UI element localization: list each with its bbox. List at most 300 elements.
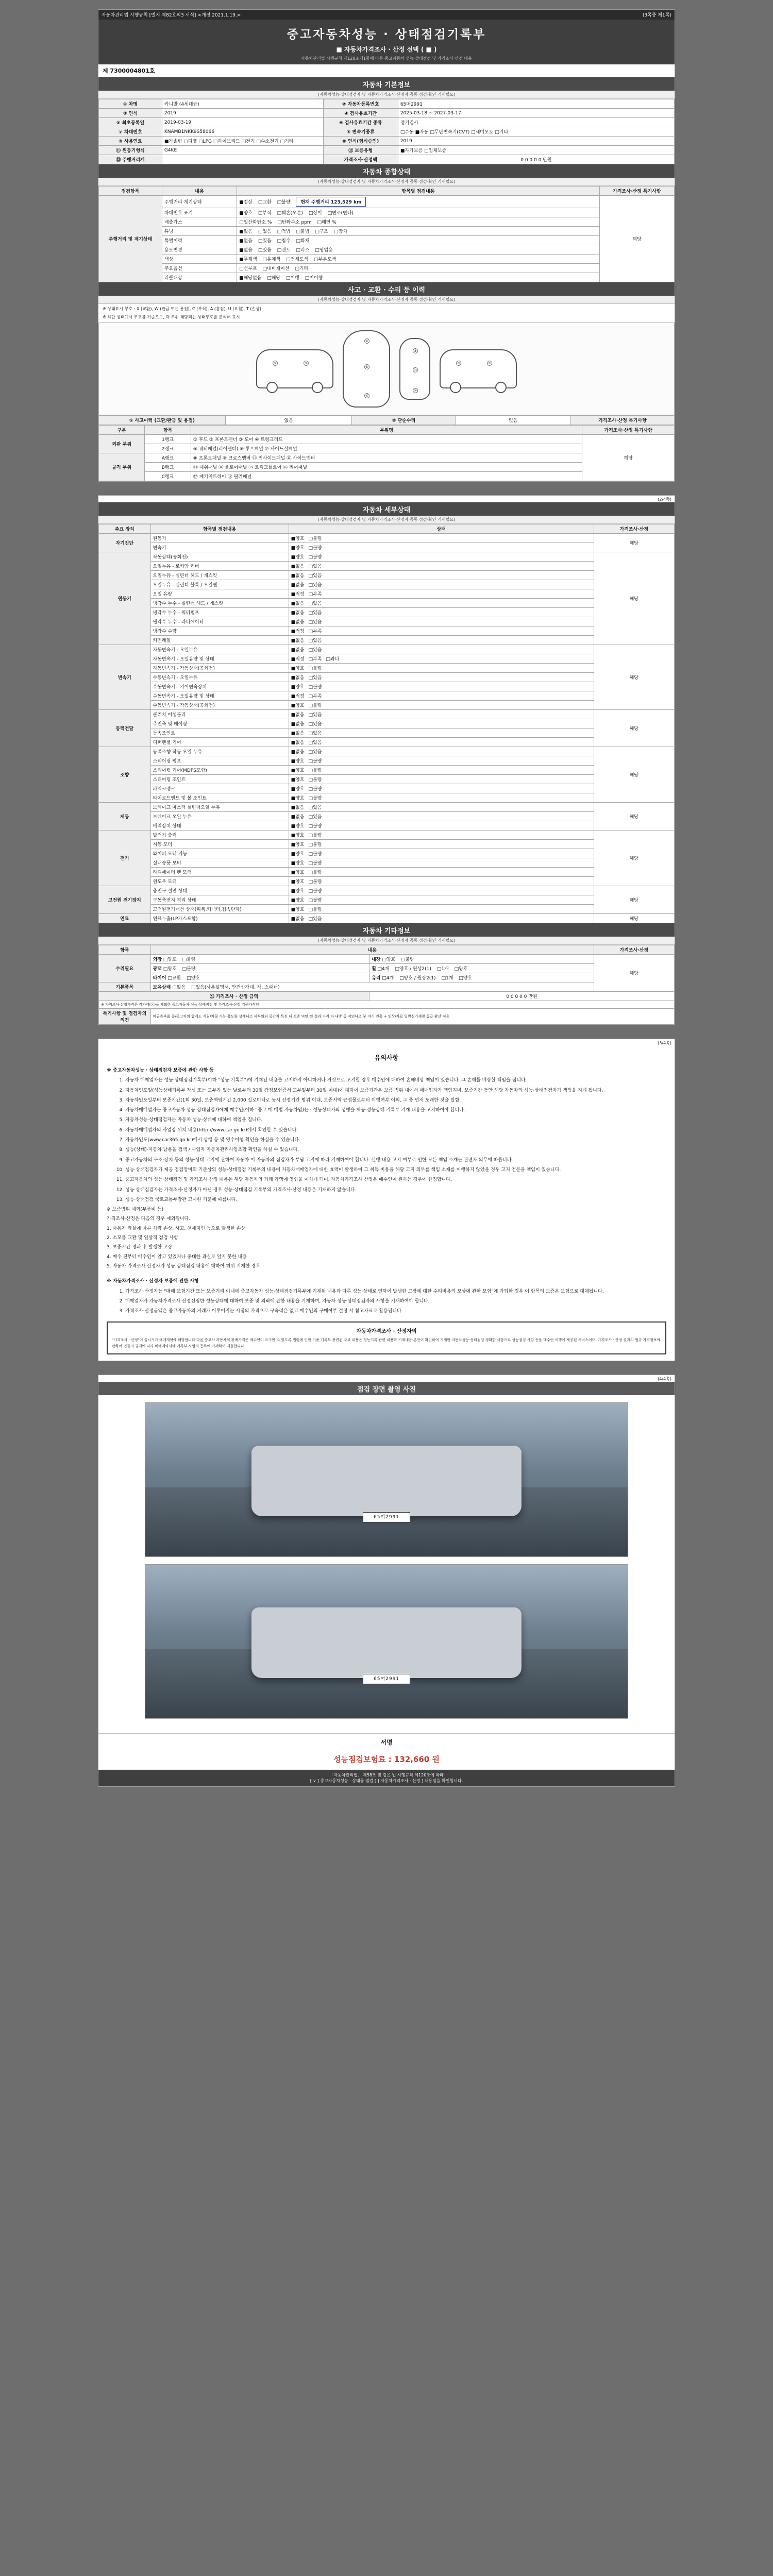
checkbox-option[interactable]: □있음(사용설명서, 안전삼각대, 잭, 스패너): [191, 985, 280, 990]
checkbox-option[interactable]: ■양호: [291, 536, 305, 541]
detail-state[interactable]: [289, 877, 594, 886]
table-row: [99, 992, 675, 1001]
checkbox-option[interactable]: □불량: [182, 957, 196, 962]
condition-value[interactable]: [237, 255, 600, 264]
checkbox-option[interactable]: □있음: [258, 239, 272, 244]
checkbox-option[interactable]: ■양호: [291, 685, 305, 690]
checkbox-option[interactable]: □부족: [308, 657, 322, 662]
condition-item: 차대번호 표기: [162, 208, 237, 217]
col-header: 상태: [289, 524, 594, 534]
table-row: [99, 664, 675, 673]
detail-state[interactable]: [289, 868, 594, 877]
panel-marker: ⑭: [413, 368, 417, 372]
checkbox-option[interactable]: □있음: [308, 675, 322, 681]
checkbox-option[interactable]: □있음: [308, 815, 322, 820]
checkbox-option[interactable]: ■양호: [291, 907, 305, 912]
footer-line-2: [ ∨ ] 중고자동차성능 · 상태를 점검 [ ] 자동차가격조사 · 산정 ] 내용임을 확인합니다.: [310, 1778, 463, 1783]
checkbox-option[interactable]: ■양호: [291, 777, 305, 783]
checkbox-option[interactable]: ■없음: [291, 611, 305, 616]
checkbox-option[interactable]: ■양호: [291, 796, 305, 801]
detail-item: 동력조향 작동 오일 누유: [150, 747, 289, 756]
detail-state[interactable]: [289, 803, 594, 812]
detail-state[interactable]: [289, 589, 594, 599]
detail-item: 변속기: [150, 543, 289, 552]
detail-state[interactable]: [289, 580, 594, 589]
checkbox-option[interactable]: □1개: [441, 976, 453, 981]
condition-table: [98, 186, 675, 282]
checkbox-option[interactable]: □과다: [326, 657, 340, 662]
checkbox-option[interactable]: □있음: [308, 611, 322, 616]
checkbox-option[interactable]: □불량: [308, 546, 322, 551]
other-item[interactable]: [369, 955, 594, 964]
detail-state[interactable]: [289, 617, 594, 626]
checkbox-option[interactable]: □불량: [308, 898, 322, 903]
checkbox-option[interactable]: □있음: [308, 917, 322, 922]
detail-state[interactable]: [289, 793, 594, 803]
section-basic-info-title: 자동차 기본정보: [98, 77, 675, 91]
table-row: [99, 784, 675, 793]
checkbox-option[interactable]: ■양호: [291, 852, 305, 857]
checkbox-option[interactable]: □교환: [167, 976, 181, 981]
detail-state[interactable]: [289, 608, 594, 617]
col-header: 내용: [150, 945, 594, 955]
checkbox-option[interactable]: ■적정: [291, 657, 305, 662]
section-accident-sub: (자동차성능·상태점검자 및 자동차가격조사·산정자 공통 점검·확인 기재필요): [98, 296, 675, 304]
detail-table-body: [99, 534, 675, 923]
table-row: [99, 99, 675, 109]
checkbox-option[interactable]: ■정상: [239, 200, 253, 205]
checkbox-option[interactable]: □불량: [308, 777, 322, 783]
checkbox-option[interactable]: ■없음: [291, 805, 305, 810]
checkbox-option[interactable]: ■양호: [291, 833, 305, 838]
document-subtitle: ■ 자동차가격조사 · 산정 선택 ( ■ ): [336, 46, 437, 53]
basic-label: ⑧ 변속기종류: [323, 127, 398, 137]
detail-state[interactable]: [289, 691, 594, 701]
checkbox-option[interactable]: □있음: [308, 750, 322, 755]
checkbox-option[interactable]: ■없음: [291, 648, 305, 653]
table-row: [99, 710, 675, 719]
table-row: [99, 155, 675, 164]
checkbox-option[interactable]: □교환: [258, 200, 272, 205]
checkbox-option[interactable]: ■양호: [291, 666, 305, 671]
checkbox-option[interactable]: ■양호: [291, 546, 305, 551]
checkbox-option[interactable]: ■양호: [291, 898, 305, 903]
table-row: [99, 738, 675, 747]
table-row: [99, 217, 675, 227]
other-item[interactable]: [369, 973, 594, 982]
basic-value: 2025-03-18 ~ 2027-03-17: [398, 109, 674, 118]
checkbox-option[interactable]: □양호: [454, 967, 468, 972]
checkbox-option[interactable]: ■양호: [291, 870, 305, 875]
detail-state[interactable]: [289, 552, 594, 562]
checkbox-option[interactable]: □불량: [182, 967, 196, 972]
basic-label: ⑦ 차대번호: [99, 127, 162, 137]
checkbox-option[interactable]: ■없음: [291, 601, 305, 606]
checkbox-option[interactable]: □불량: [308, 833, 322, 838]
detail-state[interactable]: [289, 645, 594, 654]
detail-state[interactable]: [289, 849, 594, 858]
condition-item: 색상: [162, 255, 237, 264]
checkbox-option[interactable]: □불량: [308, 889, 322, 894]
checkbox-option[interactable]: □불량: [308, 536, 322, 541]
parts-rank-table: [98, 425, 675, 481]
checkbox-option[interactable]: □있음: [308, 722, 322, 727]
other-item[interactable]: [150, 964, 369, 973]
checkbox-option[interactable]: □장치: [333, 229, 347, 234]
checkbox-option[interactable]: □불량: [308, 852, 322, 857]
table-row: [99, 858, 675, 868]
checkbox-option[interactable]: □양호: [163, 957, 177, 962]
detail-state[interactable]: [289, 719, 594, 728]
checkbox-option[interactable]: □있음: [308, 713, 322, 718]
checkbox-option[interactable]: □변조(변타): [327, 211, 354, 216]
detail-state[interactable]: [289, 766, 594, 775]
detail-item: 오일누유 - 로커암 커버: [150, 562, 289, 571]
accident-legend-2: ※ 하단 상태표시 부호를 기준으로, 각 부위 해당되는 상태부호를 분석해 표시: [103, 315, 240, 319]
checkbox-option[interactable]: □내비게이션: [262, 266, 290, 272]
checkbox-option[interactable]: □불량: [277, 200, 291, 205]
checkbox-option[interactable]: □불량: [308, 907, 322, 912]
detail-state[interactable]: [289, 840, 594, 849]
checkbox-option[interactable]: ■양호: [291, 759, 305, 764]
checkbox-option[interactable]: □양호 / 원상2(1): [399, 976, 436, 981]
detail-state[interactable]: [289, 812, 594, 821]
car-underbody-view: [399, 338, 430, 400]
detail-note: 해당: [594, 747, 674, 803]
checkbox-option[interactable]: □있음: [258, 248, 272, 253]
checkbox-option[interactable]: □있음: [308, 648, 322, 653]
panel-marker: ③: [456, 361, 461, 366]
detail-state[interactable]: [289, 562, 594, 571]
checkbox-option[interactable]: □부분도색: [314, 257, 337, 262]
detail-state[interactable]: [289, 626, 594, 636]
checkbox-option[interactable]: □불량: [308, 824, 322, 829]
checkbox-option[interactable]: □상이: [308, 211, 322, 216]
detail-state[interactable]: [289, 682, 594, 691]
checkbox-option[interactable]: ■없음: [291, 573, 305, 579]
detail-state[interactable]: [289, 673, 594, 682]
checkbox-option[interactable]: ■없음: [291, 750, 305, 755]
detail-state[interactable]: [289, 543, 594, 552]
checkbox-option[interactable]: □영업용: [315, 248, 333, 253]
checkbox-option[interactable]: □불량: [308, 666, 322, 671]
detail-state[interactable]: [289, 710, 594, 719]
checkbox-option[interactable]: □있음: [308, 740, 322, 745]
condition-value[interactable]: [237, 208, 600, 217]
panel-marker: ⑯: [413, 389, 417, 393]
checkbox-option[interactable]: □있음: [308, 638, 322, 643]
checkbox-option[interactable]: ■없음: [291, 675, 305, 681]
accident-legend-1: ※ 상태표시 부호 : X (교환), W (판금 또는 용접), C (부식), A (흠집), U (요철), T (손상): [103, 307, 262, 311]
checkbox-option[interactable]: □불량: [401, 957, 414, 962]
checkbox-option[interactable]: ■없음: [291, 731, 305, 736]
checkbox-option[interactable]: □불량: [308, 861, 322, 866]
checkbox-option[interactable]: □양호: [163, 967, 177, 972]
detail-state[interactable]: [289, 654, 594, 664]
table-row: [99, 264, 675, 273]
page-indicator-4: (4/4쪽): [658, 1376, 671, 1381]
checkbox-option[interactable]: ■무채색: [239, 257, 257, 262]
checkbox-option[interactable]: ■없음: [291, 583, 305, 588]
checkbox-option[interactable]: □없음: [172, 985, 186, 990]
detail-group-label: 고전원 전기장치: [99, 886, 151, 914]
guide-extra-7: 5. 자동차 가격조사·산정자가 성능·상태점검 내용에 대하여 허위 기재한 경우: [107, 1263, 261, 1269]
basic-value: □수동 ■자동 □무단변속기(CVT) □세미오토 □기타: [398, 127, 674, 137]
part-names: ⑬ 대쉬패널 ⑭ 플로어패널 ⑮ 트렁크플로어 ⑯ 리어패널: [191, 463, 582, 472]
other-item[interactable]: [150, 955, 369, 964]
panel-marker: ④: [364, 393, 369, 398]
checkbox-option[interactable]: ■양호: [291, 555, 305, 560]
checkbox-option[interactable]: □불량: [308, 759, 322, 764]
guide-extra-5: 3. 보증기간 경과 후 발생한 고장: [107, 1245, 173, 1250]
detail-state[interactable]: [289, 664, 594, 673]
checkbox-option[interactable]: □화재: [296, 239, 310, 244]
detail-item: 오일누유 - 실린더 헤드 / 개스킷: [150, 571, 289, 580]
mileage-value: 현재 주행거리 123,529 km: [296, 197, 366, 207]
table-row: [99, 868, 675, 877]
other-item[interactable]: [150, 973, 369, 982]
checkbox-option[interactable]: □적법: [277, 229, 291, 234]
table-row: [99, 416, 675, 425]
section-accident-title: 사고 · 교환 · 수리 등 이력: [98, 282, 675, 296]
checkbox-option[interactable]: ■적정: [291, 694, 305, 699]
vehicle-damage-diagram: [98, 323, 675, 415]
table-row: [99, 562, 675, 571]
document-title: 중고자동차성능 · 상태점검기록부: [287, 28, 486, 41]
checkbox-option[interactable]: □부족: [308, 592, 322, 597]
checkbox-option[interactable]: □탄화수소 ppm: [277, 220, 312, 225]
checkbox-option[interactable]: ■양호: [291, 861, 305, 866]
checkbox-option[interactable]: □불량: [308, 879, 322, 885]
checkbox-option[interactable]: ■없음: [239, 229, 253, 234]
detail-item: 발전기 출력: [150, 831, 289, 840]
detail-state[interactable]: [289, 831, 594, 840]
checkbox-option[interactable]: ■양호: [291, 703, 305, 708]
table-row: [99, 766, 675, 775]
checkbox-option[interactable]: □있음: [308, 573, 322, 579]
checkbox-option[interactable]: ■없음: [239, 248, 253, 253]
detail-note: 해당: [594, 831, 674, 886]
checkbox-option[interactable]: □구조: [315, 229, 329, 234]
checkbox-option[interactable]: ■양호: [239, 211, 253, 216]
checkbox-option[interactable]: ■해당없음: [239, 276, 262, 281]
detail-state[interactable]: [289, 701, 594, 710]
detail-state[interactable]: [289, 821, 594, 831]
table-row: [99, 955, 675, 964]
table-row: [99, 196, 675, 208]
detail-state[interactable]: [289, 914, 594, 923]
detail-item: 오일 유량: [150, 589, 289, 599]
accident-label-1: ① 사고이력 (교환/판금 및 용접): [99, 416, 226, 425]
detail-item: 라디에이터 팬 모터: [150, 868, 289, 877]
col-header: 항목별 점검내용: [237, 187, 600, 196]
detail-state[interactable]: [289, 599, 594, 608]
checkbox-option[interactable]: □부족: [308, 629, 322, 634]
checkbox-option[interactable]: □미이행: [305, 276, 323, 281]
basic-label: ② 자동차등록번호: [323, 99, 398, 109]
checkbox-option[interactable]: ■없음: [291, 713, 305, 718]
checkbox-option[interactable]: □이행: [286, 276, 299, 281]
other-item[interactable]: [369, 964, 594, 973]
checkbox-option[interactable]: ■적정: [291, 592, 305, 597]
basic-label: ④ 검사유효기간: [323, 109, 398, 118]
detail-state[interactable]: [289, 747, 594, 756]
section-other-sub: (자동차성능·상태점검자 및 자동차가격조사·산정자 공통 점검·확인 기재필요): [98, 937, 675, 945]
detail-item: 클러치 어셈블리: [150, 710, 289, 719]
condition-value[interactable]: [237, 217, 600, 227]
page-4: [98, 1375, 675, 1787]
detail-state[interactable]: [289, 905, 594, 914]
table-row: [99, 552, 675, 562]
checkbox-option[interactable]: □불량: [308, 685, 322, 690]
detail-state[interactable]: [289, 858, 594, 868]
detail-state[interactable]: [289, 886, 594, 895]
checkbox-option[interactable]: □매연 %: [317, 220, 337, 225]
accident-value-2: 없음: [456, 416, 570, 425]
checkbox-option[interactable]: □불량: [308, 555, 322, 560]
other-item[interactable]: [150, 982, 594, 992]
table-row: [99, 137, 675, 146]
checkbox-option[interactable]: □양호: [187, 976, 200, 981]
detail-item: 연료누출(LP가스포함): [150, 914, 289, 923]
basic-value: ■자가보증 □업체보증: [398, 146, 674, 155]
checkbox-option[interactable]: ■없음: [239, 239, 253, 244]
condition-value[interactable]: [237, 245, 600, 255]
checkbox-option[interactable]: ■없음: [291, 564, 305, 569]
checkbox-option[interactable]: □있음: [308, 620, 322, 625]
checkbox-option[interactable]: □훼손(오손): [277, 211, 303, 216]
checkbox-option[interactable]: □불량: [308, 796, 322, 801]
detail-item: 자동변속기 - 오일유량 및 상태: [150, 654, 289, 664]
checkbox-option[interactable]: □선루프: [239, 266, 257, 272]
detail-note: 해당: [594, 645, 674, 710]
condition-item: 튜닝: [162, 227, 237, 236]
checkbox-option[interactable]: □4개: [377, 967, 390, 972]
detail-state[interactable]: [289, 636, 594, 645]
checkbox-option[interactable]: □일산화탄소 %: [239, 220, 272, 225]
checkbox-option[interactable]: ■양호: [291, 787, 305, 792]
other-subitem: 타이어: [153, 976, 166, 981]
detail-state[interactable]: [289, 784, 594, 793]
accident-label-2: ② 단순수리: [352, 416, 456, 425]
checkbox-option[interactable]: □유채색: [262, 257, 281, 262]
checkbox-option[interactable]: □부족: [308, 694, 322, 699]
list-item: 1. 자동차 매매업자는 성능·상태점검기록부(이하 "성능 기록부")에 기재된 내용을 고지하지 아니하거나 거짓으로 고지할 경우 매수인에 대하여 손해배상 책임이 있습니다. 그 손해를 배상할 책임을 집니다.: [125, 1077, 666, 1084]
detail-note: 해당: [594, 534, 674, 552]
checkbox-option[interactable]: □있음: [308, 805, 322, 810]
detail-state[interactable]: [289, 571, 594, 580]
checkbox-option[interactable]: □리스: [296, 248, 310, 253]
condition-value[interactable]: [237, 196, 600, 208]
detail-item: 냉각수 누수 - 워터펌프: [150, 608, 289, 617]
detail-state[interactable]: [289, 534, 594, 543]
detail-group-label: 조향: [99, 747, 151, 803]
checkbox-option[interactable]: ■없음: [291, 620, 305, 625]
checkbox-option[interactable]: □전체도색: [286, 257, 309, 262]
detail-item: 스티어링 조인트: [150, 775, 289, 784]
table-row: [99, 127, 675, 137]
table-row: [99, 571, 675, 580]
checkbox-option[interactable]: □있음: [308, 601, 322, 606]
other-note: 해당: [594, 955, 674, 992]
guide-list-1: [107, 1077, 666, 1154]
checkbox-option[interactable]: □불량: [308, 703, 322, 708]
checkbox-option[interactable]: □있음: [308, 583, 322, 588]
checkbox-option[interactable]: □불량: [308, 768, 322, 773]
checkbox-option[interactable]: ■없음: [291, 917, 305, 922]
checkbox-option[interactable]: ■없음: [291, 722, 305, 727]
checkbox-option[interactable]: ■양호: [291, 842, 305, 848]
checkbox-option[interactable]: □불량: [308, 842, 322, 848]
checkbox-option[interactable]: ■양호: [291, 824, 305, 829]
condition-item: 주행거리 계기상태: [162, 196, 237, 208]
checkbox-option[interactable]: □불량: [308, 787, 322, 792]
list-item: 12. 성능·상태점검자는 가격조사·산정자가 아닌 경우 성능·상태점검 기록부의 가격조사·산정 내용은 기재하지 않습니다.: [125, 1187, 666, 1194]
price-label: ㉓ 가격조사 · 산정 금액: [99, 992, 369, 1001]
list-item: 1. 가격조사·산정자는 "매매 보험기간 또는 보증거리 이내에 중고자동차 성능·상태점검기록부에 기재된 내용과 다른 성능·상태로 인하여 발생한 고장에 대한 수리비용의 보상에 관한 보험"에 가입한 경우 이 항목의 보증은 보험으로 대체됩니다.: [125, 1288, 666, 1296]
detail-state[interactable]: [289, 895, 594, 905]
checkbox-option[interactable]: □양호 / 원상2(1): [395, 967, 431, 972]
condition-item: 리콜대상: [162, 273, 237, 282]
basic-value: 2019-03-19: [162, 118, 323, 127]
condition-value[interactable]: [237, 264, 600, 273]
checkbox-option[interactable]: □불량: [308, 870, 322, 875]
other-subitem: 유리: [371, 976, 381, 981]
detail-item: 냉각수 누수 - 라디에이터: [150, 617, 289, 626]
checkbox-option[interactable]: ■양호: [291, 879, 305, 885]
checkbox-option[interactable]: ■없음: [291, 740, 305, 745]
detail-note: 해당: [594, 552, 674, 645]
checkbox-option[interactable]: ■없음: [291, 815, 305, 820]
detail-state[interactable]: [289, 728, 594, 738]
checkbox-option[interactable]: □양호: [382, 957, 396, 962]
condition-value[interactable]: [237, 273, 600, 282]
checkbox-option[interactable]: □있음: [258, 229, 272, 234]
parts-note: 해당: [582, 435, 675, 481]
col-header: 구분: [99, 426, 145, 435]
checkbox-option[interactable]: □있음: [308, 731, 322, 736]
detail-group-label: 전기: [99, 831, 151, 886]
checkbox-option[interactable]: ■없음: [291, 638, 305, 643]
checkbox-option[interactable]: □1개: [436, 967, 449, 972]
table-row: [99, 273, 675, 282]
detail-state[interactable]: [289, 738, 594, 747]
condition-value[interactable]: [237, 227, 600, 236]
detail-state[interactable]: [289, 775, 594, 784]
checkbox-option[interactable]: □침수: [277, 239, 291, 244]
table-row: [99, 895, 675, 905]
checkbox-option[interactable]: □4개: [382, 976, 394, 981]
checkbox-option[interactable]: □양호: [459, 976, 473, 981]
condition-value[interactable]: [237, 236, 600, 245]
col-header: 항목: [99, 945, 151, 955]
checkbox-option[interactable]: □해당: [267, 276, 281, 281]
checkbox-option[interactable]: ■적정: [291, 629, 305, 634]
table-row: [99, 849, 675, 858]
detail-item: 작동상태(공회전): [150, 552, 289, 562]
checkbox-option[interactable]: □렌트: [277, 248, 291, 253]
checkbox-option[interactable]: ■양호: [291, 768, 305, 773]
detail-group-label: 연료: [99, 914, 151, 923]
checkbox-option[interactable]: □불법: [296, 229, 310, 234]
table-row: [99, 840, 675, 849]
checkbox-option[interactable]: □부식: [258, 211, 272, 216]
table-row: [99, 534, 675, 543]
checkbox-option[interactable]: □기타: [295, 266, 309, 272]
detail-state[interactable]: [289, 756, 594, 766]
checkbox-option[interactable]: □있음: [308, 564, 322, 569]
checkbox-option[interactable]: ■양호: [291, 889, 305, 894]
